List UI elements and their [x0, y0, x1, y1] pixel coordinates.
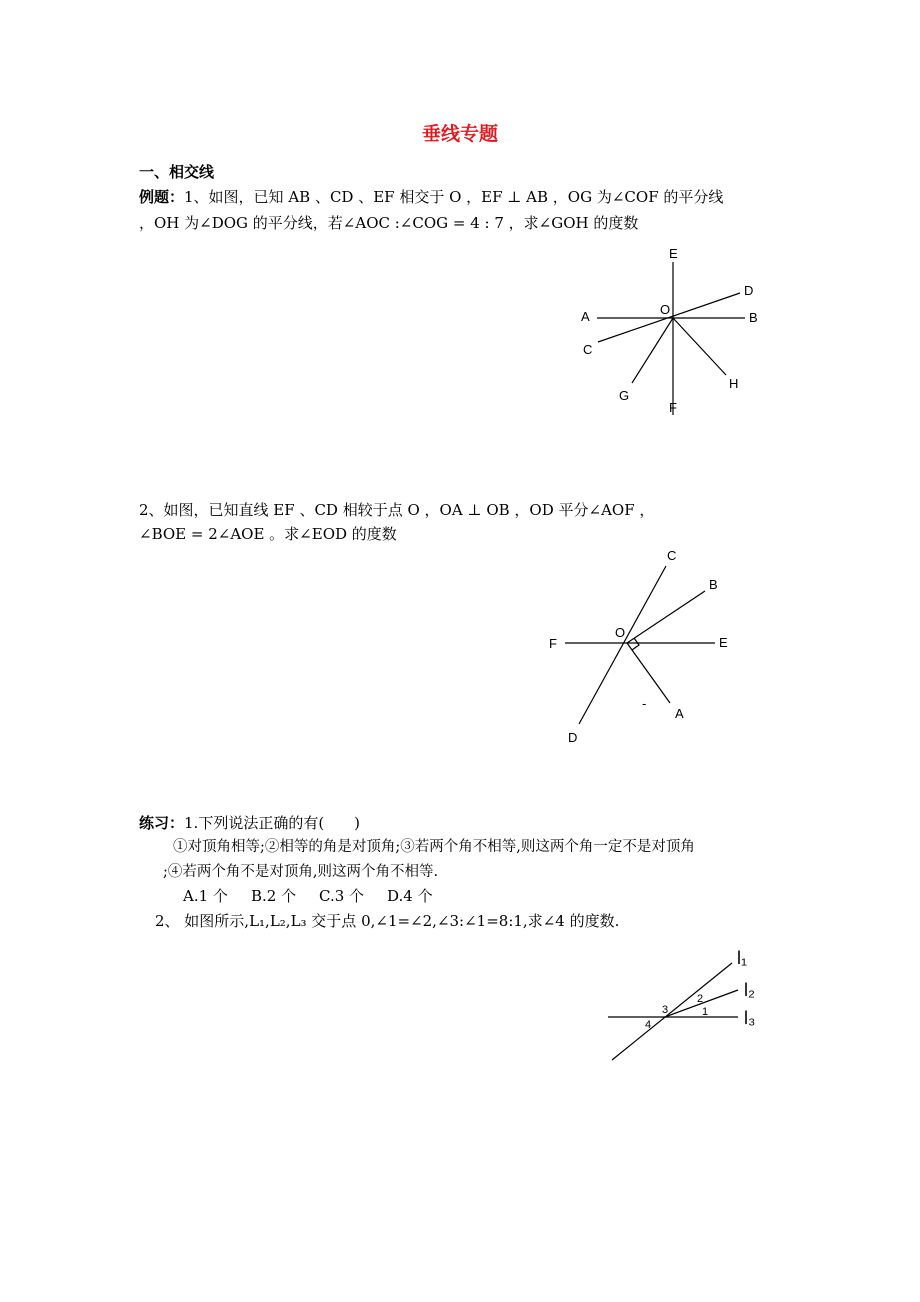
- label-l3: l₃: [744, 1008, 756, 1028]
- label-O: O: [615, 625, 626, 640]
- label-E: E: [719, 635, 728, 650]
- figure-2: [565, 566, 715, 724]
- option-a: A.1 个: [183, 887, 228, 905]
- figure-2-labels: [549, 548, 728, 745]
- practice1-statements-cont: ;④若两个角不是对顶角,则这两个角不相等.: [163, 864, 439, 880]
- page-title: 垂线专题: [421, 123, 498, 145]
- option-d: D.4 个: [387, 887, 433, 905]
- label-A: A: [675, 706, 684, 721]
- label-A: A: [581, 309, 590, 324]
- example2-text-cont: ∠BOE = 2∠AOE 。求∠EOD 的度数: [139, 525, 397, 543]
- label-G: G: [619, 388, 630, 403]
- label-l2: l₂: [744, 980, 755, 1000]
- angle-2: 2: [697, 993, 704, 1005]
- practice1-question: 1.下列说法正确的有( ): [184, 814, 361, 832]
- label-D: D: [744, 283, 754, 298]
- practice-label: 练习：: [139, 814, 185, 832]
- label-H: H: [729, 376, 739, 391]
- label-B: B: [709, 577, 718, 592]
- section-heading: 一、相交线: [139, 163, 215, 181]
- angle-1: 1: [702, 1006, 709, 1018]
- practice2-question: 2、 如图所示,L₁,L₂,L₃ 交于点 0,∠1=∠2,∠3:∠1=8:1,求∠4 的度数.: [155, 912, 620, 930]
- label-C: C: [583, 342, 593, 357]
- example2-text: 2、如图，已知直线 EF 、CD 相较于点 O ，OA ⊥ OB ，OD 平分∠AOF ，: [139, 501, 655, 519]
- practice1-statements: ①对顶角相等;②相等的角是对顶角;③若两个角不相等,则这两个角一定不是对顶角: [173, 839, 695, 855]
- stray-dash: -: [642, 696, 647, 711]
- label-l1: l₁: [737, 948, 748, 968]
- figure-3-labels: [645, 948, 755, 1031]
- figure-3: [608, 963, 738, 1060]
- option-c: C.3 个: [319, 887, 365, 905]
- label-B: B: [749, 310, 758, 325]
- label-C: C: [667, 548, 677, 563]
- example-label: 例题：: [139, 188, 185, 206]
- angle-3: 3: [662, 1004, 669, 1016]
- label-O: O: [660, 302, 671, 317]
- angle-4: 4: [645, 1019, 652, 1031]
- label-F: F: [549, 636, 557, 651]
- label-F: F: [669, 400, 677, 415]
- option-b: B.2 个: [251, 887, 297, 905]
- figure-1-labels: [581, 246, 758, 415]
- example1-text-cont: ，OH 为∠DOG 的平分线，若∠AOC :∠COG = 4 : 7 ，求∠GOH 的度数: [139, 214, 639, 232]
- example1-text: 1、如图，已知 AB 、CD 、EF 相交于 O ，EF ⊥ AB ，OG 为∠COF 的平分线: [184, 188, 724, 206]
- label-D: D: [568, 730, 578, 745]
- label-E: E: [669, 246, 678, 261]
